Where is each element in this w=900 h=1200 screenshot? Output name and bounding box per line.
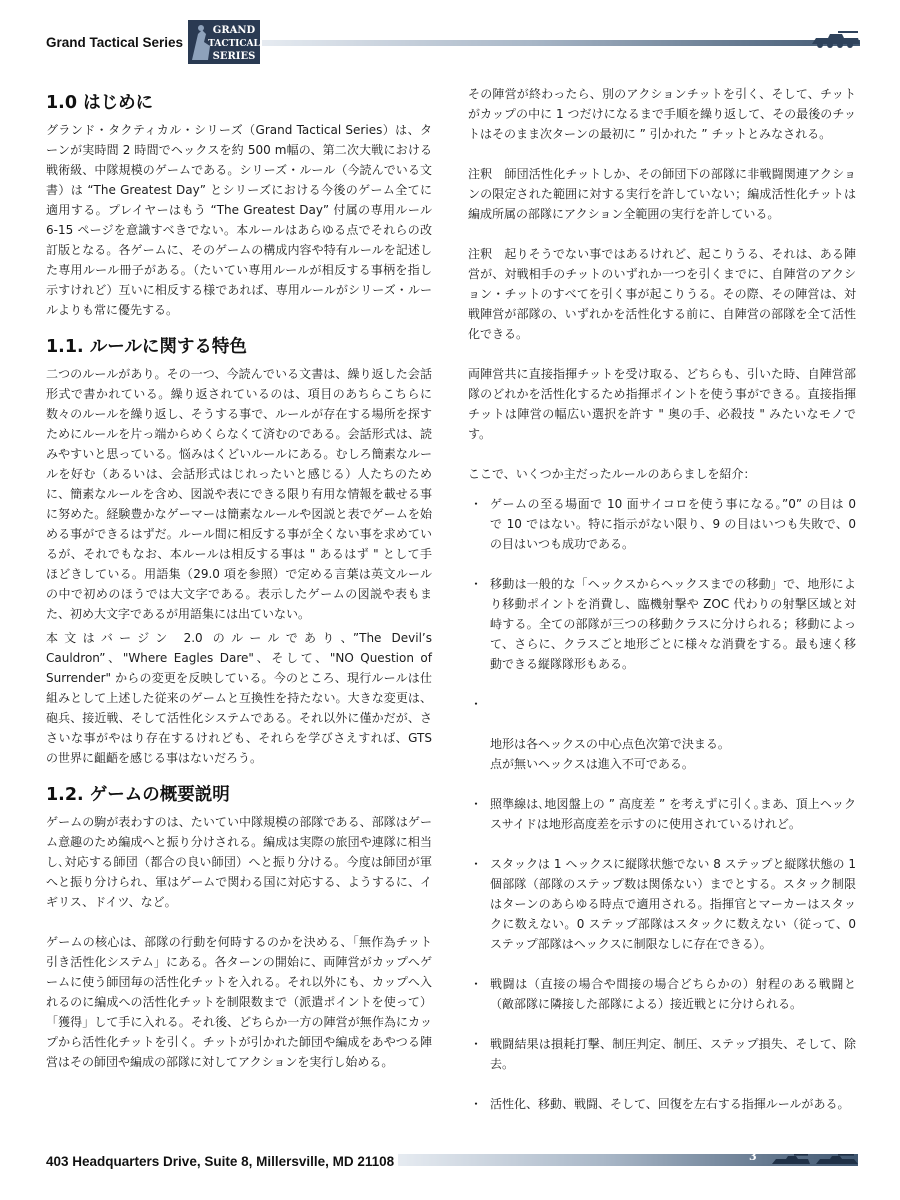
- right-column: [468, 84, 856, 1114]
- note-2: 注釈 起りそうでない事ではあるけれど、起こりうる、それは、ある陣営が、対戦相手のチットのいずれか一つを引くまでに、自陣営のアクション・チットのすべてを引く事が起こりうる。その際、その陣営は、対戦陣営が部隊の、いずれかを活性化する前に、自陣営の部隊を全て活性化できる。: [468, 247, 856, 341]
- list-item-text: スタックは 1 ヘックスに縦隊状態でない 8 ステップと縦隊状態の 1 個部隊（部隊のステップ数は関係ない）までとする。スタック制限はターンのあらゆる時点で適用される。指揮官とマーカーはスタックに数えない。0 ステップ部隊はスタックに数えない（従って、0 ステップ部隊はヘックスに制限なしに存在できる）。: [490, 857, 856, 951]
- bullet-icon: ・: [470, 1097, 483, 1111]
- logo-line-1: GRAND: [212, 25, 256, 36]
- list-item-text: 地形は各ヘックスの中心点色次第で決まる。 点が無いヘックスは進入不可である。: [490, 737, 730, 771]
- bullet-icon: ・: [470, 977, 483, 991]
- list-item-text: 活性化、移動、戦闘、そして、回復を左右する指揮ルールがある。: [490, 1097, 850, 1111]
- page-header: [0, 0, 900, 80]
- rules-summary-list: [468, 494, 856, 1114]
- note-1: 注釈 師団活性化チットしか、その師団下の部隊に非戦闘関連アクションの限定された範囲に対する実行を許していない；編成活性化チットは編成所属の部隊にアクション全範囲の実行を許している。: [468, 167, 856, 221]
- section-heading-overview: 1.2. ゲームの概要説明: [46, 785, 230, 805]
- rules-features-paragraph-1: 二つのルールがあり。その一つ、今読んでいる文書は、繰り返した会話形式で書かれている。繰り返されているのは、項目のあちらこちらに数々のルールを繰り返し、そうする事で、ルールが存在する場所を探すためにルールを片っ端からめくらなくて済むのである。会話形式は、読みやすいと思っている。悩みはくどいルールにある。むしろ簡素なルールを好む（あるいは、会話形式はじれったいと感じる）人たちのために、簡素なルールを含め、図説や表にできる限り有用な情報を載せる事に努めた。経験豊かなゲーマーは簡素なルールや図説と表でゲームを始める事ができるはずだ。ルール間に相反する事が全くない事を求めているが、それでもなお、本ルールは相反する事は " あるはず " として手ほどきしている。用語集（29.0 項を参照）で定める言葉は英文ルールの中で初めのほうでは大文字である。表示したゲームの図説や表もまた、初め大文字であるが用語集には出ていない。: [46, 367, 432, 621]
- tank-column-silhouette-icon: [770, 1150, 860, 1168]
- page-number: 3: [749, 1150, 757, 1163]
- rules-features-paragraph-2: 本文はバージン 2.0 のルールであり、”The Devil’s Cauldron”、"Where Eagles Dare"、そして、"NO Question of Surrender" からの変更を反映している。今のところ、現行ルールは仕組みとして上述した従来のゲームと互換性を持たない。大きな変更は、砲兵、接近戦、そして活性化システムである。それ以外に僅かだが、ささいな事がやはり存在するけれども、それらを学びさえすれば、GTS の世界に齟齬を感じる事はないだろう。: [46, 631, 432, 765]
- right-paragraph-3: ここで、いくつか主だったルールのあらましを紹介：: [468, 467, 756, 481]
- bullet-icon: ・: [470, 497, 483, 511]
- list-item: [468, 854, 856, 954]
- overview-paragraph-2: ゲームの核心は、部隊の行動を何時するのかを決める、「無作為チット引き活性化システム」にある。各ターンの開始に、両陣営がカップへゲームに使う師団毎の活性化チットを入れる。それ以外にも、カップへ入れるのに編成への活性化チットを制限数まで（派遣ポイントを使って）「獲得」して手に入れる。それ後、どちらか一方の陣営が無作為にカップから活性化チットを引く。チットが引かれた師団や編成をあやつる陣営はその師団や編成の部隊に対してアクションを実行し始める。: [46, 935, 432, 1069]
- tank-silhouette-icon: [808, 28, 862, 50]
- footer-address: 403 Headquarters Drive, Suite 8, Millersville, MD 21108: [46, 1154, 395, 1169]
- list-item-text: ゲームの至る場面で 10 面サイコロを使う事になる。”0” の目は 0 で 10 ではない。特に指示がない限り、9 の目はいつも失敗で、0 の目はいつも成功である。: [490, 497, 856, 551]
- intro-paragraph: グランド・タクティカル・シリーズ（Grand Tactical Series）は、ターンが実時間 2 時間でヘックスを約 500 m幅の、第二次大戦における戦術級、中隊規模のゲームである。シリーズ・ルール（今読んでいる文書）は “The Greatest Day” とシリーズにおける今後のゲーム全てに適用する。プレイヤーはもう “The Greatest Day” 付属の専用ルール 6-15 ページを意識すべきでない。本ルールはあらゆる点でそれらの改訂版となる。各ゲームに、そのゲームの構成内容や特有ルールを記述した専用ルール冊子がある。（たいてい専用ルールが相反する事柄を指し示すけれど）互いに相反する様であれば、専用ルールがシリーズ・ルールよりも常に優先する。: [46, 123, 432, 317]
- series-title: Grand Tactical Series: [46, 35, 184, 50]
- list-item: [468, 974, 856, 1014]
- bullet-icon: ・: [470, 797, 483, 811]
- bullet-icon: ・: [470, 1037, 483, 1051]
- list-item-text: 移動は一般的な「ヘックスからヘックスまでの移動」で、地形により移動ポイントを消費し、臨機射撃や ZOC 代わりの射撃区域と対峙する。全ての部隊が三つの移動クラスに分けられる；移動によって、さらに、クラスごと地形ごとに様々な消費をする。最も速く移動できる縦隊隊形もある。: [490, 577, 856, 671]
- section-heading-rules-features: 1.1. ルールに関する特色: [46, 337, 247, 357]
- logo-line-2: TACTICAL: [208, 39, 260, 49]
- right-paragraph-2: 両陣営共に直接指揮チットを受け取る、どちらも、引いた時、自陣営部隊のどれかを活性化するため指揮ポイントを使う事ができる。直接指揮チットは陣営の幅広い選択を許す " 奥の手、必殺技 " みたいなモノです。: [468, 367, 856, 441]
- section-heading-intro: 1.0 はじめに: [46, 93, 154, 113]
- header-divider: [262, 40, 860, 46]
- list-item: [468, 694, 856, 774]
- grand-tactical-series-logo: [188, 20, 260, 64]
- list-item: [468, 1034, 856, 1074]
- list-item: [468, 574, 856, 674]
- overview-paragraph-1: ゲームの駒が表わすのは、たいてい中隊規模の部隊である、部隊はゲーム意趣のため編成へと振り分けされる。編成は実際の旅団や連隊に相当し､対応する師団（都合の良い師団）へと振り分ける。今度は師団が軍へと振り分けられ、軍はゲームで関わる国に対応する、ようするに、イギリス、ドイツ、など。: [46, 815, 432, 909]
- list-item: [468, 794, 856, 834]
- bullet-icon: ・: [470, 577, 483, 591]
- right-paragraph-1: その陣営が終わったら、別のアクションチットを引く、そして、チットがカップの中に 1 つだけになるまで手順を繰り返して、その最後のチットはそのまま次ターンの最初に ” 引かれた ” チットとみなされる。: [468, 87, 856, 141]
- logo-line-3: SERIES: [212, 51, 256, 62]
- list-item-text: 照準線は､地図盤上の ” 高度差 ” を考えずに引く｡まあ、頂上ヘックスサイドは地形高度差を示すのに使用されているけれど。: [490, 797, 856, 831]
- bullet-icon: ・: [470, 857, 483, 871]
- list-item-text: 戦闘は（直接の場合や間接の場合どちらかの）射程のある戦闘と（敵部隊に隣接した部隊による）接近戦とに分けられる。: [490, 977, 856, 1011]
- list-item: [468, 1094, 856, 1114]
- list-item-text: 戦闘結果は損耗打撃、制圧判定、制圧、ステップ損失、そして、除去。: [490, 1037, 856, 1071]
- left-column: [46, 84, 432, 1072]
- list-item: [468, 494, 856, 554]
- bullet-icon: ・: [470, 697, 483, 711]
